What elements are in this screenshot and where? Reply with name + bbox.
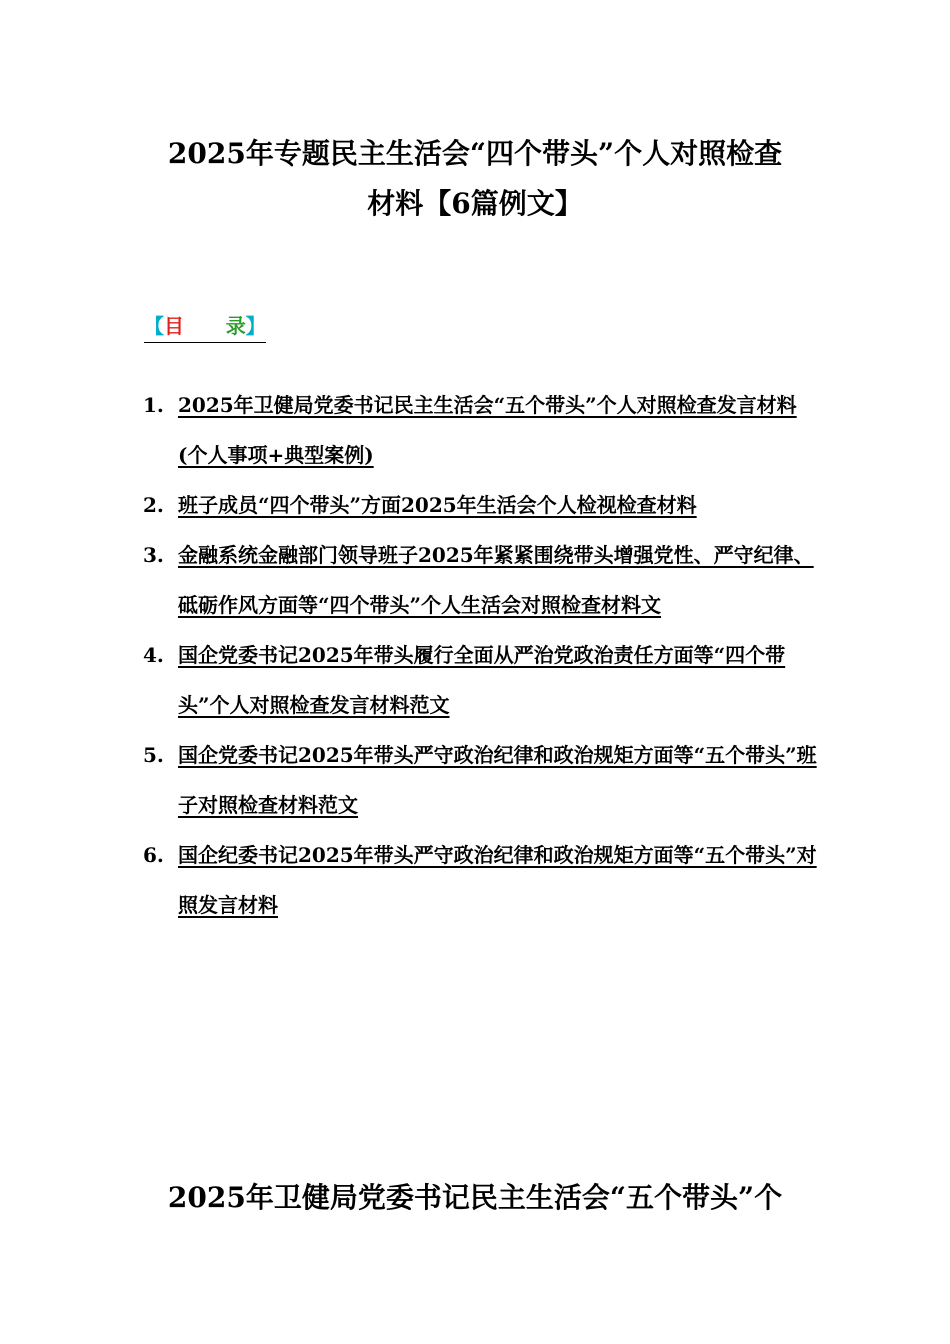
- toc-item-number: 2.: [143, 493, 164, 517]
- toc-item-link[interactable]: 国企党委书记2025年带头履行全面从严治党政治责任方面等“四个带头”个人对照检查发言材料范文: [178, 643, 786, 717]
- toc-heading-char-lu: 录: [225, 314, 246, 338]
- toc-heading-bracket-right: 】: [245, 314, 266, 338]
- toc-item[interactable]: [143, 830, 823, 930]
- section-title: 2025年卫健局党委书记民主生活会“五个带头”个: [167, 1181, 783, 1214]
- toc-item-link[interactable]: 班子成员“四个带头”方面2025年生活会个人检视检查材料: [178, 493, 697, 517]
- toc-heading-char-mu: 目: [164, 314, 184, 338]
- toc-item[interactable]: [143, 380, 823, 480]
- toc-item-link[interactable]: 金融系统金融部门领导班子2025年紧紧围绕带头增强党性、严守纪律、砥砺作风方面等“四个带头”个人生活会对照检查材料文: [178, 543, 814, 617]
- toc-item-number: 6.: [143, 843, 164, 867]
- toc-item[interactable]: [143, 630, 823, 730]
- toc-item-link[interactable]: 国企党委书记2025年带头严守政治纪律和政治规矩方面等“五个带头”班子对照检查材料范文: [178, 743, 817, 817]
- toc-item[interactable]: [143, 730, 823, 830]
- toc-heading-bracket-left: 【: [144, 314, 164, 338]
- toc-item-number: 5.: [143, 743, 164, 767]
- toc-list: [143, 380, 823, 930]
- toc-heading: [144, 310, 266, 343]
- toc-item[interactable]: [143, 530, 823, 630]
- toc-item-link[interactable]: 国企纪委书记2025年带头严守政治纪律和政治规矩方面等“五个带头”对照发言材料: [178, 843, 817, 917]
- toc-item-number: 4.: [143, 643, 164, 667]
- toc-item-number: 1.: [143, 393, 164, 417]
- toc-item[interactable]: [143, 480, 823, 530]
- toc-item-link[interactable]: 2025年卫健局党委书记民主生活会“五个带头”个人对照检查发言材料(个人事项+典型案例): [178, 393, 797, 467]
- document-title-line1: 2025年专题民主生活会“四个带头”个人对照检查: [167, 137, 783, 170]
- document-title-line2: 材料【6篇例文】: [367, 187, 583, 220]
- toc-item-number: 3.: [143, 543, 164, 567]
